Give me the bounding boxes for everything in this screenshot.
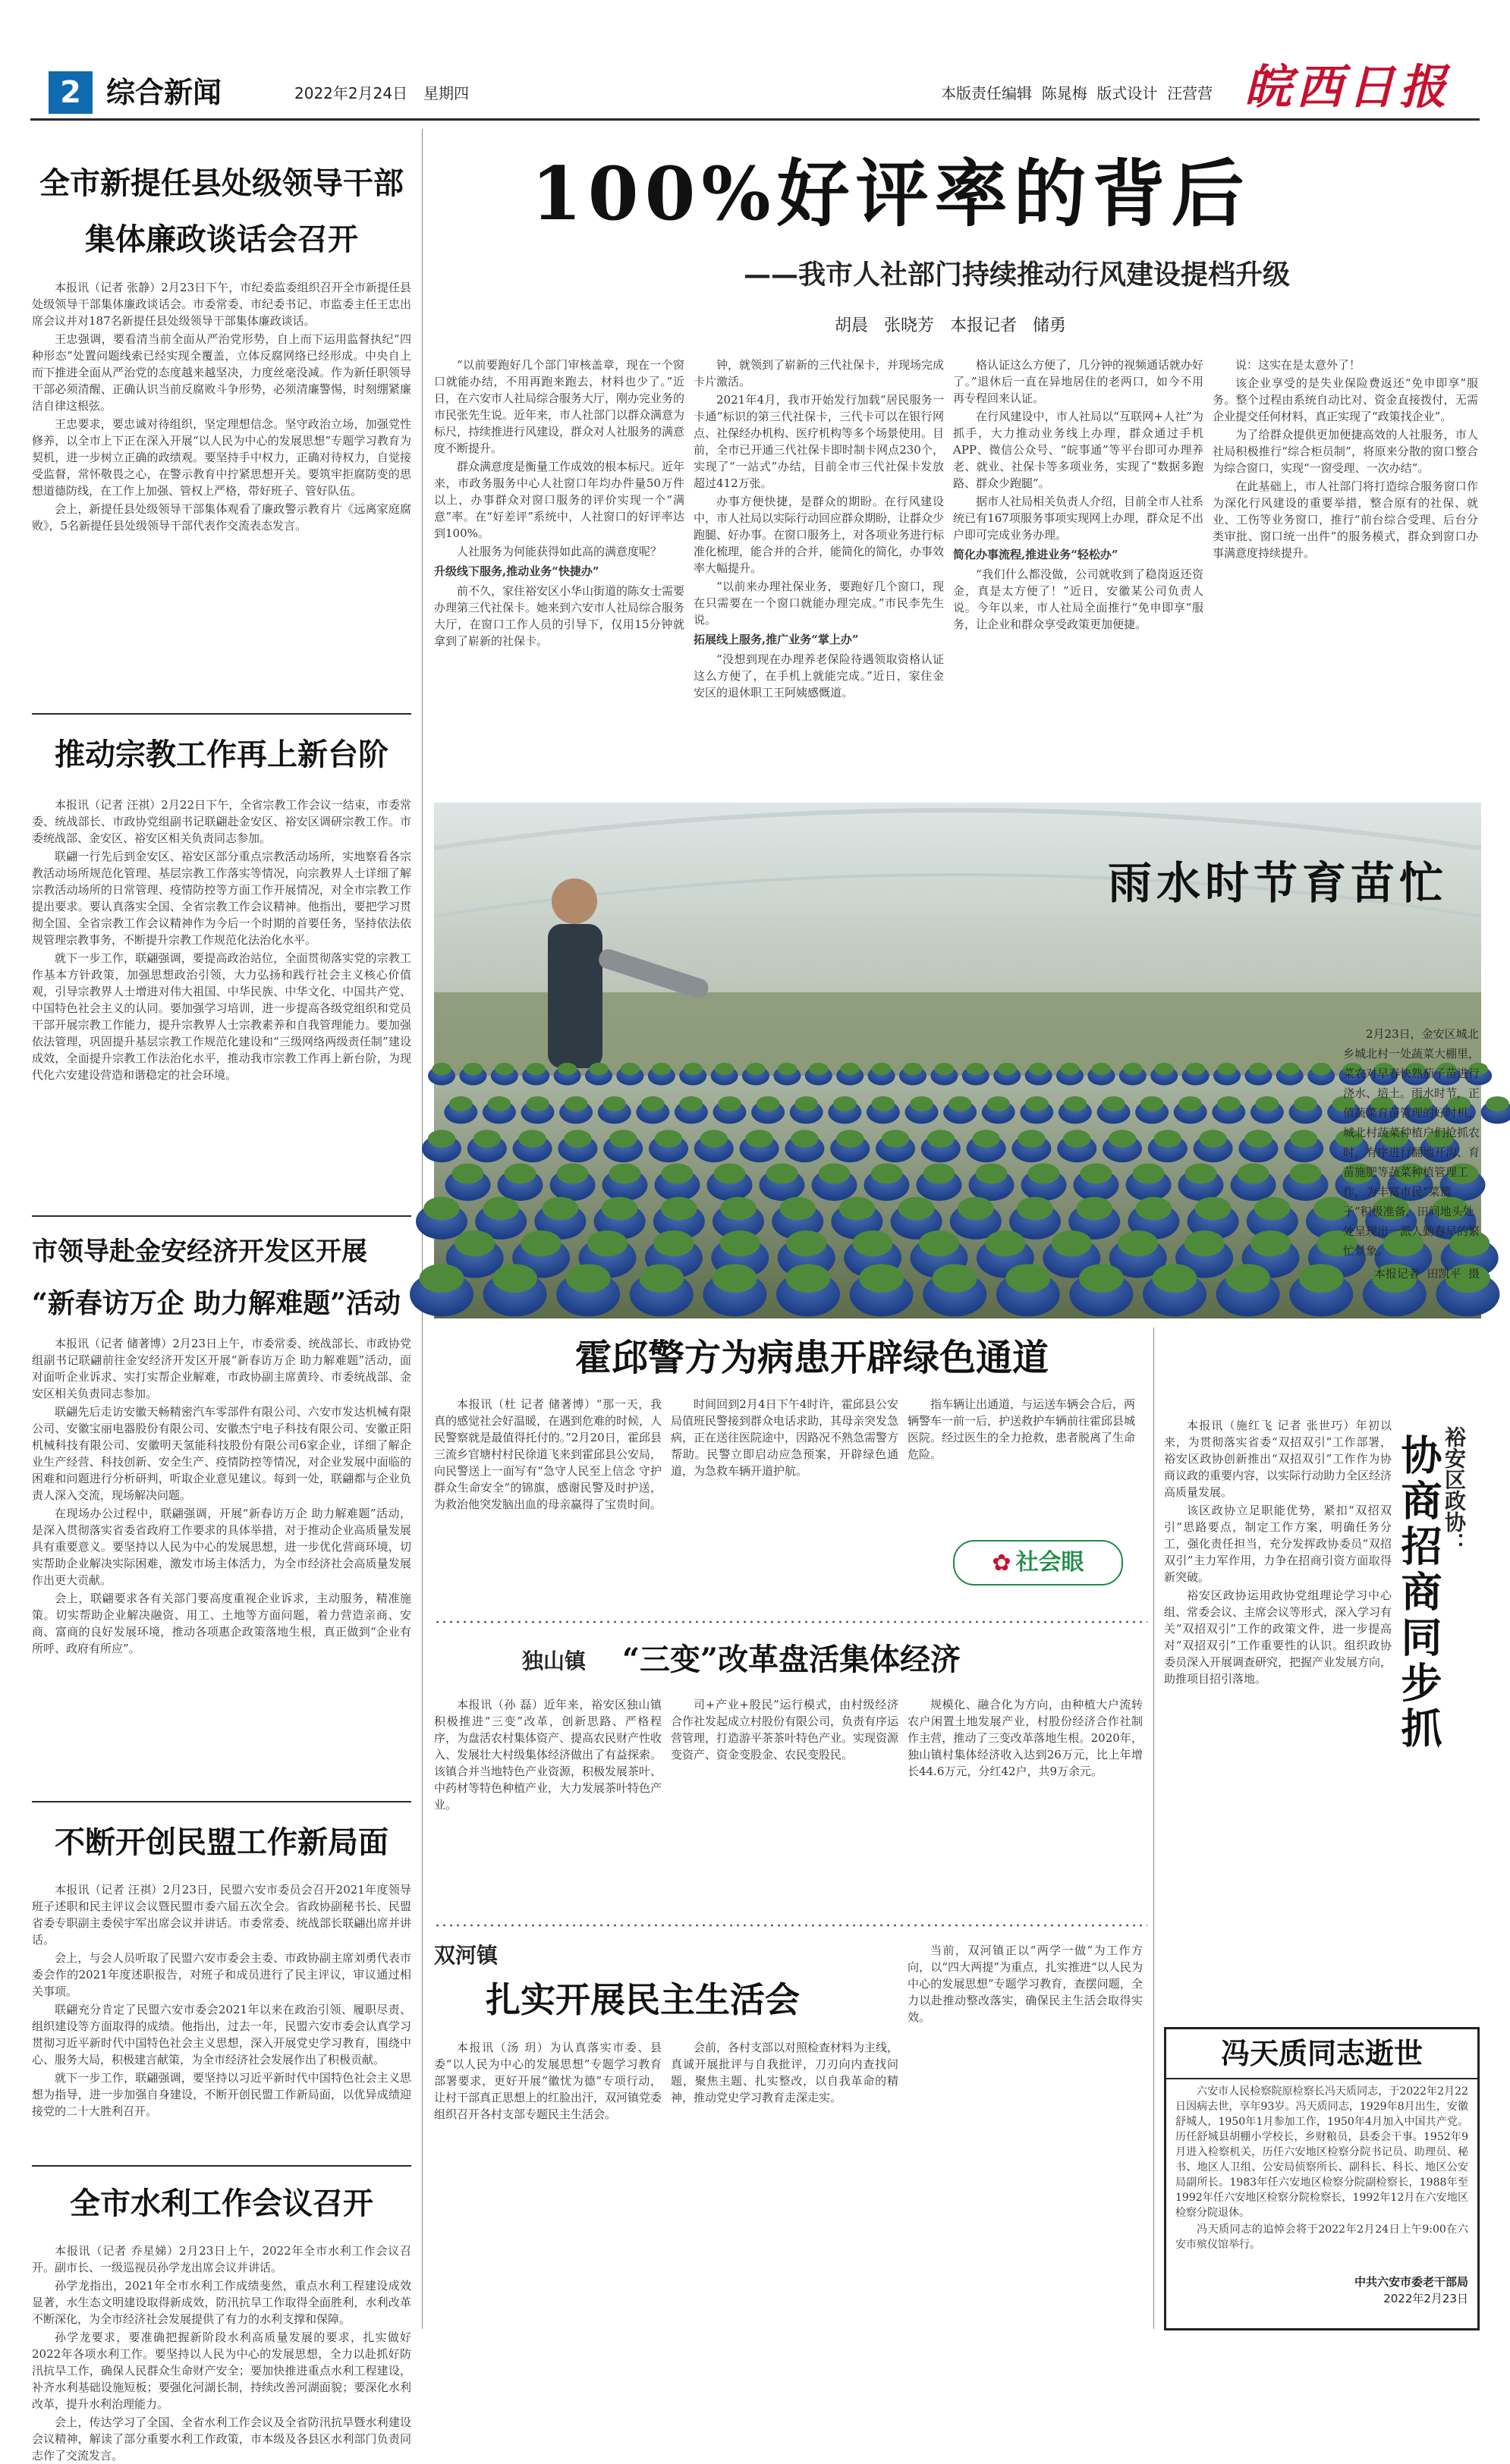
seedling-leaves (1005, 1264, 1050, 1293)
main-story-col3 (953, 357, 1203, 797)
seedling-leaves (779, 1197, 816, 1221)
seedling-leaves (1294, 1096, 1317, 1111)
paragraph: 王忠强调，要看清当前全面从严治党形势，自上而下运用监督执纪“四种形态”处置问题线索已经实现全覆盖，立体反腐网络已经形成。中央自上而下推进全面从严治党的态度越来越坚决，力度丝毫没减。作为新任职领导干部必须清醒、正确认识当前反腐败斗争形势，必须清廉警惕，时刻绷紧廉洁自律这根弦。 (32, 331, 411, 414)
paragraph: “我们什么都没做，公司就收到了稳岗返还资金，真是太方便了！”近日，安徽某公司负责人说。今年以来，市人社局全面推行“免申即享”服务，让企业和群众享受政策更加便捷。 (953, 566, 1203, 633)
obituary-date: 2022年2月23日 (1175, 2290, 1468, 2307)
paragraph: 在现场办公过程中，联翩强调，开展“新春访万企 助力解难题”活动，是深入贯彻落实省委省政府工作要求的具体举措，对于推动企业高质量发展具有重要意义。要坚持以人民为中心的发展思想，进一步优化营商环境，切实帮助企业解决实际困难，激发市场主体活力，为全市经济社会高质量发展作出更大贡献。 (32, 1505, 411, 1589)
article-police-col2 (671, 1396, 898, 1608)
seedling-leaves (714, 1164, 746, 1184)
paragraph: 本报讯（记者 汪祺）2月23日，民盟六安市委员会召开2021年度领导班子述职和民主评议会议暨民盟市委六届五次全会。省政协副秘书长、民盟省委专职副主委侯宇军出席会议并讲话。市委常委、统战部长联翩出席并讲话。 (32, 1881, 411, 1948)
article-religion-title: 推动宗教工作再上新台阶 (32, 728, 411, 781)
seedling-leaves (872, 1096, 895, 1111)
seedling-leaves (543, 1197, 579, 1221)
seedling-leaves (473, 1130, 501, 1147)
seedling-leaves (1244, 1130, 1272, 1147)
seedling-leaves (1178, 1096, 1202, 1111)
seedling-leaves (1217, 1096, 1241, 1111)
paragraph: 冯天质同志的追悼会将于2022年2月24日上午9:00在六安市殡仪馆举行。 (1175, 2222, 1468, 2252)
article-cadre-talk-title-line2: 集体廉政谈话会召开 (32, 215, 411, 264)
seedling-leaves (1155, 1063, 1174, 1075)
seedling-leaves (976, 1164, 1008, 1184)
dotted-divider (434, 1619, 1147, 1625)
divider (32, 1215, 411, 1217)
seedling-leaves (1195, 1197, 1232, 1221)
main-story-subtitle: ——我市人社部门持续推动行风建设提档升级 (744, 255, 1290, 294)
article-shuanghe-col2 (671, 2039, 898, 2335)
seedling-leaves (680, 1096, 703, 1111)
seedling-leaves (684, 1063, 703, 1075)
social-eye-label: 社会眼 (1016, 1548, 1084, 1578)
paragraph: 据市人社局相关负责人介绍，目前全市人社系统已有167项服务事项实现网上办理，群众足不出户即可完成业务办理。 (953, 493, 1203, 543)
seedling-leaves (1199, 1130, 1226, 1147)
seedling-leaves (428, 1130, 455, 1147)
seedling-leaves (1028, 1164, 1060, 1184)
seedling-leaves (935, 1063, 954, 1075)
article-league-body (32, 1881, 411, 2154)
seedling-leaves (1076, 1197, 1112, 1221)
seedling-leaves (1249, 1063, 1268, 1075)
seedling-leaves (809, 1063, 828, 1075)
paragraph: 当前，双河镇正以“两学一做”为工作方向，以“四大两提”为重点，扎实推进“以人民为中心的发展思想”专题学习教育，查摆问题，全力以赴推动整改落实，确保民主生活会取得实效。 (908, 1942, 1143, 2026)
seedling-leaves (1217, 1063, 1236, 1075)
photo-credit: 本报记者 田凯平 摄 (1343, 1264, 1480, 1284)
seedling-leaves (1081, 1164, 1112, 1184)
seedling-leaves (1018, 1130, 1045, 1147)
seedling-leaves (713, 1264, 757, 1293)
paragraph: 在此基础上，市人社部门将打造综合服务窗口作为深化行风建设的重要举措，整合原有的社保、就业、工伤等业务窗口，推行“前台综合受理、后台分类审批、窗口统一出件”的服务模式，群众到窗口办事满意度持续提升。 (1213, 478, 1478, 561)
paragraph: “没想到现在办理养老保险待遇领取资格认证这么方便了，在手机上就能完成。”近日，家住金安区的退休职工王阿姨感慨道。 (694, 651, 944, 701)
paragraph: 说：这实在是太意外了！ (1213, 357, 1478, 373)
issue-weekday: 星期四 (423, 82, 469, 105)
seedling-leaves (1254, 1197, 1291, 1221)
seedling-leaves (986, 1096, 1010, 1111)
photo-caption-text: 2月23日，金安区城北乡城北村一处蔬菜大棚里，菜农对早春快熟茄子苗进行浇水、培土。雨水时节，正值蔬菜育苗管理的好时机，城北村蔬菜种植户们抢抓农时，有序进行翻地开沟、育苗施肥等蔬菜种植管理工作，为丰富市民“菜篮子”积极准备，田间地头处处呈现出一派人勤春早的繁忙景象。 (1343, 1024, 1480, 1261)
seedling-leaves (1290, 1130, 1317, 1147)
article-police-title: 霍邱警方为病患开辟绿色通道 (486, 1328, 1138, 1388)
seedling-leaves (602, 1197, 638, 1221)
seedling-leaves (566, 1264, 611, 1293)
seedling-leaves (483, 1197, 519, 1221)
seedling-leaves (1184, 1230, 1225, 1256)
seedling-leaves (423, 1197, 460, 1221)
seedling-leaves (432, 1063, 451, 1075)
article-yuan-area: 裕安区政协： (1442, 1426, 1468, 1554)
paragraph: 会上，传达学习了全国、全省水利工作会议及全省防汛抗旱暨水利建设会议精神，解读了部分重要水利工作政策，市本级及各县区水利部门负责同志作了交流发言。 (32, 2414, 411, 2464)
article-shuanghe-town: 双河镇 (434, 1939, 498, 1972)
editor-credits: 本版责任编辑 陈晁梅 版式设计 汪营营 (941, 82, 1213, 105)
seedling-leaves (791, 1130, 818, 1147)
seedling-leaves (488, 1096, 511, 1111)
article-water-body (32, 2242, 411, 2432)
seedling-leaves (641, 1096, 665, 1111)
seedling-leaves (1256, 1096, 1279, 1111)
seedling-leaves (700, 1130, 728, 1147)
paragraph: 司+产业+股民”运行模式，由村级经济合作社发起成立村股份有限公司，负责有序运营管理，打造游平茶茶叶特色产业。实现资源变资产、资金变股金、农民变股民。 (671, 1696, 898, 1763)
seedling-leaves (985, 1230, 1025, 1256)
main-story-col4 (1213, 357, 1478, 797)
paragraph: 孙学龙指出，2021年全市水利工作成绩斐然，重点水利工程建设成效显著，水生态文明建设取得新成效，防汛抗旱工作取得全面胜利，水利改革不断深化，为全市经济社会发展提供了有力的水利支撑和保障。 (32, 2277, 411, 2327)
seedling-leaves (927, 1130, 955, 1147)
seedling-leaves (1250, 1230, 1291, 1256)
article-dushan-town: 独山镇 (522, 1645, 586, 1678)
header-rule (30, 118, 1480, 121)
article-dushan-col3 (908, 1696, 1143, 1909)
paragraph: 本报讯（记者 储著博）2月23日上午，市委常委、统战部长、市政协党组副书记联翩前往金安经济开发区开展“新春访万企 助力解难题”活动，面对面听企业诉求、实打实帮企业解难，市政协副主席黄玲、市委统战部、金安区相关负责同志参加。 (32, 1335, 411, 1402)
seedling-leaves (898, 1197, 935, 1221)
obituary-title: 冯天质同志逝世 (1166, 2029, 1477, 2079)
paragraph: 在行风建设中，市人社局以“互联网+人社”为抓手，大力推动业务线上办理，群众通过手机APP、微信公众号、“皖事通”等平台即可办理养老、就业、社保卡等多项业务，实现了“数据多跑路、群众少跑腿”。 (953, 408, 1203, 492)
article-dushan-col1 (434, 1696, 662, 1909)
seedling-leaves (1092, 1063, 1111, 1075)
seedling-leaves (1136, 1197, 1172, 1221)
seedling-leaves (778, 1063, 797, 1075)
paragraph: 本报讯（汤 玥）为认真落实市委、县委“以人民为中心的发展思想”专题学习教育部署要求，更好开展“徽忧为德”专项行动，让村干部真正思想上的红脸出汗，双河镇党委组织召开各村支部专题民主生活会。 (434, 2039, 662, 2123)
seedling-leaves (661, 1197, 697, 1221)
social-eye-tag (953, 1540, 1123, 1586)
paragraph: 联翩一行先后到金安区、裕安区部分重点宗教活动场所，实地察看各宗教活动场所规范化管理、基层宗教工作落实等情况，向宗教界人士详细了解宗教活动场所的日常管理、疫情防控等方面工作开展情况，对全市宗教工作提出要求。要认真落实全国、全省宗教工作会议精神。他指出，要把学习贯彻全国、全省宗教工作会议精神作为今后一个时期的首要任务，坚持依法依规管理宗教事务，不断提升宗教工作规范化法治化水平。 (32, 848, 411, 948)
paragraph: 群众满意度是衡量工作成效的根本标尺。近年来，市政务服务中心人社窗口年均办件量50万件以上，办事群众对窗口服务的评价实现一个“满意”率。在“好差评”系统中，人社窗口的好评率达到100%。 (434, 458, 684, 542)
seedling-leaves (819, 1164, 851, 1184)
obituary-signature: 中共六安市委老干部局 (1175, 2274, 1468, 2290)
seedling-leaves (558, 1063, 577, 1075)
seedling-leaves (859, 1264, 904, 1293)
seedling-leaves (745, 1130, 772, 1147)
article-dushan-col2 (671, 1696, 898, 1909)
paragraph: 本报讯（记者 汪祺）2月22日下午，全省宗教工作会议一结束，市委常委、统战部长、市政协党组副书记联翩赴金安区、裕安区调研宗教工作。市委统战部、金安区、裕安区相关负责同志参加。 (32, 797, 411, 847)
photo-title: 雨水时节育苗忙 (1108, 853, 1448, 913)
seedling-leaves (652, 1063, 671, 1075)
article-shuanghe-col1 (434, 2039, 662, 2335)
paragraph: 该企业享受的是失业保险费返还“免申即享”服务。整个过程由系统自动比对、资金直接拨付，无需企业提交任何材料，真正实现了“政策找企业”。 (1213, 375, 1478, 425)
article-enterprise-visit-body (32, 1335, 411, 1790)
seedling-leaves (1118, 1230, 1158, 1256)
paragraph: 钟，就领到了崭新的三代社保卡，并现场完成卡片激活。 (694, 357, 944, 390)
seedling-leaves (1153, 1264, 1197, 1293)
seedling-leaves (841, 1063, 860, 1075)
seedling-leaves (564, 1130, 591, 1147)
seedling-leaves (1029, 1063, 1048, 1075)
seedling-leaves (1290, 1164, 1322, 1184)
seedling-leaves (1133, 1164, 1165, 1184)
article-cadre-talk-body (32, 279, 411, 674)
seedling-leaves (972, 1130, 999, 1147)
seedling-leaves (718, 1096, 741, 1111)
eye-icon: ✿ (992, 1550, 1011, 1576)
seedling-leaves (1064, 1096, 1087, 1111)
seedling-leaves (492, 1264, 537, 1293)
article-cadre-talk (32, 159, 411, 674)
seedling-leaves (518, 1130, 546, 1147)
obituary-body (1175, 2084, 1468, 2274)
main-story-col2 (694, 357, 944, 797)
seedling-leaves (948, 1096, 972, 1111)
paragraph: 联翩先后走访安徽天畅精密汽车零部件有限公司、六安市发达机械有限公司、安徽宝丽电器股份有限公司、安徽杰宁电子科技有限公司、安徽正阳机械科技有限公司、安徽明天氢能科技股份有限公司6家企业，详细了解企业生产经营、科技创新、安全生产、疫情防控等情况，对企业发展中面临的困难和问题进行分析研判，听取企业意见建议。每到一处，联翩都与企业负责人深入交流，现场解决问题。 (32, 1403, 411, 1504)
article-shuanghe-col3 (908, 1942, 1143, 2335)
seedling-leaves (746, 1063, 765, 1075)
divider (32, 1801, 411, 1802)
seedling-leaves (1109, 1130, 1136, 1147)
seedling-leaves (853, 1230, 893, 1256)
seedling-leaves (455, 1230, 495, 1256)
article-cadre-talk-title-line1: 全市新提任县处级领导干部 (32, 159, 411, 208)
obituary-box (1164, 2027, 1480, 2330)
paragraph: 为了给群众提供更加便捷高效的人社服务，市人社局积极推行“综合柜员制”，将原来分散的窗口整合为综合窗口，实现“一窗受理、一次办结”。 (1213, 426, 1478, 476)
paragraph: 就下一步工作，联翩强调，要坚持以习近平新时代中国特色社会主义思想为指导，进一步加强自身建设，不断开创民盟工作新局面，以优异成绩迎接党的二十大胜利召开。 (32, 2070, 411, 2120)
article-yuan-body (1164, 1417, 1392, 2016)
seedling-leaves (903, 1063, 922, 1075)
seedling-leaves (1238, 1164, 1269, 1184)
paragraph: 裕安区政协运用政协党组理论学习中心组、常委会议、主席会议等形式，深入学习有关“双招双引”工作的政策文件，进一步提高对“双招双引”工作重要性的认识。组织政协委员深入开展调查研究，把握产业发展方向，助推项目招引落地。 (1164, 1587, 1392, 1687)
seedling-leaves (609, 1130, 637, 1147)
seedling-leaves (1299, 1264, 1344, 1293)
seedling-leaves (1312, 1063, 1331, 1075)
article-police-col1 (434, 1396, 662, 1608)
seedling-leaves (1052, 1230, 1092, 1256)
main-story-title: 100%好评率的背后 (531, 149, 1442, 240)
paragraph: 人社服务为何能获得如此高的满意度呢？ (434, 543, 684, 560)
page-number-badge: 2 (49, 71, 93, 114)
photo-caption (1343, 1024, 1480, 1252)
paragraph: 规模化、融合化为方向，由种植大户流转农户闲置土地发展产业，村股份经济合作社制作主营，推动了三变改革落地生根。2020年，独山镇村集体经济收入达到26万元，比上年增长44.6万元，分红42户，共9万余元。 (908, 1696, 1143, 1780)
seedling-leaves (1140, 1096, 1164, 1111)
seedling-leaves (720, 1230, 760, 1256)
seedling-leaves (786, 1264, 831, 1293)
seedling-leaves (527, 1063, 546, 1075)
seedling-leaves (1079, 1264, 1124, 1293)
seedling-leaves (966, 1063, 985, 1075)
seedling-leaves (882, 1130, 909, 1147)
seedling-leaves (933, 1264, 977, 1293)
article-enterprise-visit-title-line1: 市领导赴金安经济开发区开展 (32, 1230, 411, 1273)
seedling-leaves (609, 1164, 641, 1184)
seedling-leaves (872, 1063, 891, 1075)
paragraph: 格认证这么方便了，几分钟的视频通话就办好了。”退休后一直在异地居住的老两口，如今不用再专程回来认证。 (953, 357, 1203, 407)
article-water-title: 全市水利工作会议召开 (32, 2177, 411, 2230)
seedling-leaves (505, 1164, 536, 1184)
seedling-leaves (766, 1164, 798, 1184)
seedling-leaves (495, 1063, 514, 1075)
paragraph: 时间回到2月4日下午4时许，霍邱县公安局值班民警接到群众电话求助，其母亲突发急病，正在送往医院途中，因路况不熟急需警方帮助。民警立即启动应急预案，开辟绿色通道，为急救车辆开道护航。 (671, 1396, 898, 1479)
seedling-leaves (587, 1230, 628, 1256)
article-yuan-title: 协商招商同步抓 (1396, 1434, 1442, 1752)
paragraph: “以前要跑好几个部门审核盖章，现在一个窗口就能办结，不用再跑来跑去，材料也少了。”近日，在六安市人社局综合服务大厅，刚办完业务的市民张先生说。近年来，市人社部门以群众满意为标尺，持续推进行风建设，群众对人社服务的满意度不断提升。 (434, 357, 684, 457)
issue-date: 2022年2月24日 (294, 82, 407, 105)
paragraph: 2021年4月，我市开始发行加载“居民服务一卡通”标识的第三代社保卡，三代卡可以在银行网点、社保经办机构、医疗机构等多个场景使用。目前，全市已开通三代社保卡即时制卡网点230个，实现了“一站式”办结，目前全市三代社保卡发放超过412万张。 (694, 391, 944, 492)
main-story-col1 (434, 357, 684, 797)
seedling-leaves (639, 1264, 684, 1293)
seedling-leaves (1017, 1197, 1053, 1221)
seedling-leaves (655, 1130, 682, 1147)
paragraph: 指车辆让出通道，与运送车辆会合后，两辆警车一前一后，护送救护车辆前往霍邱县城医院。经过医生的全力抢救，患者脱离了生命危险。 (908, 1396, 1135, 1463)
paragraph: 联翩充分肯定了民盟六安市委会2021年以来在政治引领、履职尽责、组织建设等方面取得的成绩。他指出，过去一年，民盟六安市委会认真学习贯彻习近平新时代中国特色社会主义思想，深入开展党史学习教育，围绕中心、服务大局，积极建言献策，为全市经济社会发展作出了积极贡献。 (32, 2001, 411, 2068)
seedling-leaves (833, 1096, 857, 1111)
article-league-title: 不断开创民盟工作新局面 (32, 1816, 411, 1869)
seedling-leaves (786, 1230, 826, 1256)
seedling-leaves (1185, 1164, 1217, 1184)
paragraph: 本报讯（孙 磊）近年来，裕安区独山镇积极推进“三变”改革，创新思路、严格程序，为盘活农村集体资产、提高农民财产性收入、发展壮大村级集体经济做出了有益探索。该镇合并当地特色产业资源，积极发展茶叶、中药材等特色种植产业，大力发展茶叶特色产业。 (434, 1696, 662, 1813)
seedling-leaves (1063, 1130, 1090, 1147)
paragraph: 会上，新提任县处级领导干部集体观看了廉政警示教育片《远离家庭腐败》，5名新提任县处级领导干部代表作交流表态发言。 (32, 501, 411, 534)
seedling-leaves (1225, 1264, 1270, 1293)
seedling-leaves (449, 1096, 473, 1111)
seedling-leaves (923, 1164, 955, 1184)
seedling-leaves (998, 1063, 1017, 1075)
paragraph: “以前来办理社保业务，要跑好几个窗口，现在只需要在一个窗口就能办理完成。”市民李先生说。 (694, 578, 944, 628)
paragraph: 会上，与会人员听取了民盟六安市委会主委、市政协副主席刘勇代表市委会作的2021年度述职报告，对班子和成员进行了民主评议，审议通过相关事项。 (32, 1950, 411, 2000)
seedling-leaves (621, 1063, 640, 1075)
paragraph: 孙学龙要求，要准确把握新阶段水利高质量发展的要求，扎实做好2022年各项水利工作。要坚持以人民为中心的发展思想，全力以赴抓好防汛抗旱工作，确保人民群众生命财产安全；要加快推进重点水利工程建设，补齐水利基础设施短板；要强化河湖长制，持续改善河湖面貌；要深化水利改革，提升水利治理能力。 (32, 2329, 411, 2412)
subhead: 升级线下服务,推动业务“快捷办” (434, 563, 684, 580)
seedling-leaves (653, 1230, 694, 1256)
seedling-leaves (1123, 1063, 1142, 1075)
article-enterprise-visit-title-line2: “新春访万企 助力解难题”活动 (32, 1281, 411, 1326)
seedling-leaves (602, 1096, 626, 1111)
paragraph: 会前，各村支部以对照检查材料为主线，真诚开展批评与自我批评，刀刃向内查找问题，聚焦主题、扎实整改，以自我革命的精神，推动党史学习教育走深走实。 (671, 2039, 898, 2106)
paragraph: 本报讯（记者 张静）2月23日下午，市纪委监委组织召开全市新提任县处级领导干部集体廉政谈话会。市委常委、市纪委书记、市监委主任王忠出席会议并对187名新提任县处级领导干部集体廉政谈话。 (32, 279, 411, 329)
divider (32, 713, 411, 715)
seedling-leaves (526, 1096, 549, 1111)
seedling-leaves (521, 1230, 562, 1256)
paragraph: 就下一步工作，联翩强调，要提高政治站位，全面贯彻落实党的宗教工作基本方针政策，加强思想政治引领，大力弘扬和践行社会主义核心价值观，引导宗教界人士增进对伟大祖国、中华民族、中华文化、中国共产党、中国特色社会主义的认同。要加强学习培训，进一步提高各级党组织和党员干部开展宗教工作能力，提升宗教界人士宗教素养和自我管理能力。要加强依法管理，巩固提升基层宗教工作规范化建设和“三级网络两级责任制”建设成效，全面提升宗教工作法治化水平，推动我市宗教工作再上新台阶，为现代化六安建设营造和谐稳定的社会环境。 (32, 950, 411, 1083)
divider (32, 2165, 411, 2167)
paragraph: 王忠要求，要忠诚对待组织，坚定理想信念。坚守政治立场，加强党性修养，以全市上下正在深入开展“以人民为中心的发展思想”专题学习教育为契机，进一步树立正确的政绩观。要坚持手中权力，正确对待权力，自觉接受监督，常怀敬畏之心，在警示教育中拧紧思想开关。要筑牢拒腐防变的思想道德防线，在工作上加强、管权上严格，带好班子、管好队伍。 (32, 416, 411, 499)
column-divider (1153, 1328, 1154, 2329)
seedling-leaves (794, 1096, 818, 1111)
seedling-leaves (557, 1164, 589, 1184)
seedling-leaves (589, 1063, 608, 1075)
subhead: 简化办事流程,推进业务“轻松办” (953, 546, 1203, 563)
seedling-leaves (1280, 1063, 1299, 1075)
paragraph: 本报讯（杜 记者 储著博）“那一天，我真的感觉社会好温暖，在遇到危难的时候，人民警察就是最值得托付的。”2月20日，霍邱县三流乡官塘村村民徐道飞来到霍邱县公安局，向民警送上一面写有“急守人民至上信念 守护群众生命安全”的锦旗，感谢民警及时护送，为救治他突发脑出血的母亲赢得了宝贵时间。 (434, 1396, 662, 1513)
seedling-leaves (420, 1264, 464, 1293)
seedling-leaves (1154, 1130, 1181, 1147)
paragraph: 本报讯（记者 乔星娣）2月23日上午，2022年全市水利工作会议召开。副市长、一级巡视员孙学龙出席会议并讲话。 (32, 2242, 411, 2276)
paragraph: 本报讯（施红飞 记者 张世巧）年初以来，为贯彻落实省委“双招双引”工作部署，裕安区政协创新推出“双招双引”工作作为协商议政的重要内容，以实际行动助力全区经济高质量发展。 (1164, 1417, 1392, 1501)
seedling-leaves (919, 1230, 959, 1256)
seedling-leaves (1102, 1096, 1125, 1111)
seedling-leaves (565, 1096, 588, 1111)
section-name: 综合新闻 (106, 74, 222, 111)
seedling-leaves (662, 1164, 694, 1184)
article-shuanghe-title: 扎实开展民主生活会 (486, 1975, 800, 2024)
paragraph: 六安市人民检察院原检察长冯天质同志，于2022年2月22日因病去世，享年93岁。冯天质同志，1929年8月出生，安徽舒城人，1950年1月参加工作，1950年4月加入中国共产党。历任舒城县胡棚小学校长，乡财粮员，县委会干事。1952年9月进入检察机关，历任六安地区检察分院书记员、助理员、秘书、地区人卫组、公安局侦察所长、副科长、科长、地区公安局副所长。1983年任六安地区检察分院副检察长，1988年至1992年任六安地区检察分院检察长，1992年12月在六安地区检察分院退休。 (1175, 2084, 1468, 2220)
seedling-leaves (757, 1096, 780, 1111)
seedling-leaves (1186, 1063, 1205, 1075)
seedling-leaves (836, 1130, 864, 1147)
seedling-leaves (1060, 1063, 1079, 1075)
main-story-byline: 胡晨 张晓芳 本报记者 储勇 (835, 314, 1066, 338)
paragraph: 会上，联翩要求各有关部门要高度重视企业诉求，主动服务，精准施策。切实帮助企业解决融资、用工、土地等方面问题，着力营造亲商、安商、富商的良好发展环境，推动各项惠企政策落地生根，真正做到“企业有所呼、政府有所应”。 (32, 1590, 411, 1657)
paragraph: 办事方便快捷，是群众的期盼。在行风建设中，市人社局以实际行动回应群众期盼，让群众少跑腿、好办事。在窗口服务上，对各项业务进行标准化梳理，能合并的合并，能简化的简化，办事效率大幅提升。 (694, 493, 944, 577)
seedling-leaves (720, 1197, 757, 1221)
left-column (32, 129, 411, 2329)
subhead: 拓展线上服务,推广业务“掌上办” (694, 631, 944, 648)
article-religion-body (32, 797, 411, 1206)
masthead-logo: 皖西日报 (1244, 61, 1451, 114)
seedling-leaves (958, 1197, 994, 1221)
article-dushan-title: “三变”改革盘活集体经济 (622, 1637, 961, 1683)
seedling-leaves (910, 1096, 933, 1111)
seedling-leaves (464, 1063, 483, 1075)
seedling-leaves (1486, 1096, 1509, 1111)
seedling-leaves (452, 1164, 484, 1184)
seedling-leaves (1025, 1096, 1049, 1111)
seedling-leaves (871, 1164, 903, 1184)
paragraph: 该区政协立足职能优势，紧扣“双招双引”思路要点，制定工作方案，明确任务分工，强化责任担当，充分发挥政协委员“双招双引”主力军作用，力争在招商引资方面取得新突破。 (1164, 1502, 1392, 1586)
seedling-leaves (839, 1197, 876, 1221)
dotted-divider (434, 1922, 1147, 1928)
paragraph: 前不久，家住裕安区小华山街道的陈女士需要办理第三代社保卡。她来到六安市人社局综合服务大厅，在窗口工作人员的引导下，仅用15分钟就拿到了崭新的社保卡。 (434, 583, 684, 649)
seedling-leaves (715, 1063, 734, 1075)
